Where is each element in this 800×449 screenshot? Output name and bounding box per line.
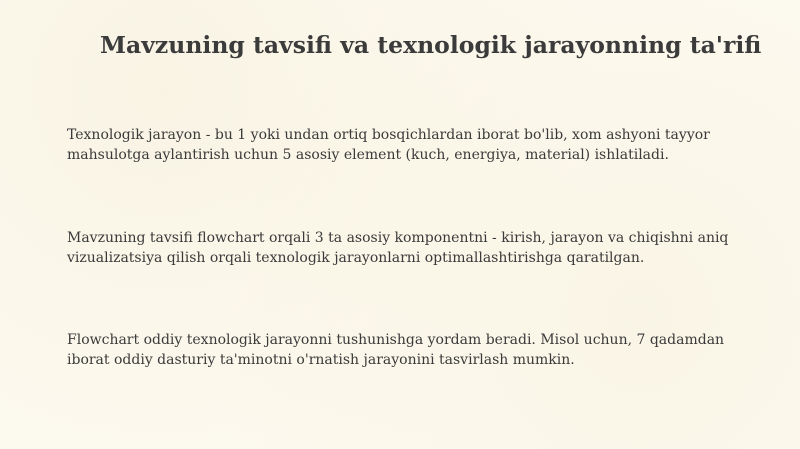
paragraph-line: Flowchart oddiy texnologik jarayonni tushunishga yordam beradi. Misol uchun, 7 qadamdan [67,332,725,348]
slide-title: Mavzuning tavsifi va texnologik jarayonning ta'rifi [100,31,762,59]
paragraph-technological-process-definition [67,125,767,165]
paragraph-line: Mavzuning tavsifi flowchart orqali 3 ta asosiy komponentni - kirish, jarayon va chiqishni aniq [67,230,729,246]
paragraph-topic-description [67,228,767,268]
paragraph-line: vizualizatsiya qilish orqali texnologik jarayonlarni optimallashtirishga qaratilgan. [67,250,645,266]
paragraph-flowchart-example [67,330,767,370]
paragraph-line: iborat oddiy dasturiy ta'minotni o'rnatish jarayonini tasvirlash mumkin. [67,352,575,368]
paragraph-line: Texnologik jarayon - bu 1 yoki undan ortiq bosqichlardan iborat bo'lib, xom ashyoni tayyor [67,127,710,143]
paragraph-line: mahsulotga aylantirish uchun 5 asosiy element (kuch, energiya, material) ishlatiladi. [67,147,669,163]
